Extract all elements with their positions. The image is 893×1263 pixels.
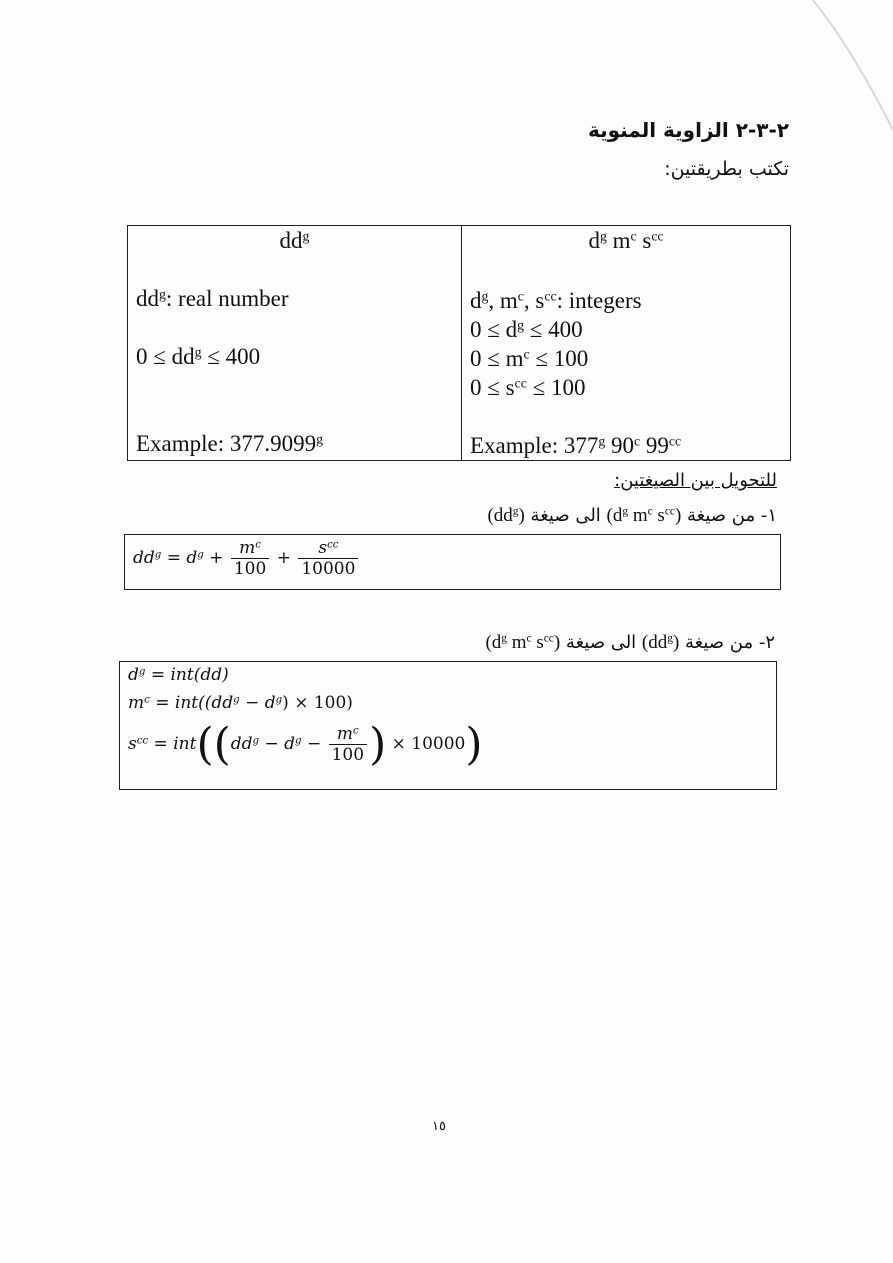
formula1-box [124, 534, 781, 590]
formula2-fraction: $\frac{m^c}{100}$ [329, 724, 367, 765]
dms-range-degrees: $0 \le d^g \le 400$ [470, 317, 583, 342]
formula2-box [119, 661, 777, 790]
dms-range-minutes: $0 \le m^c \le 100$ [470, 346, 589, 371]
dms-format-header: $d^g$ $m^c$ $s^{cc}$ [588, 228, 664, 253]
formula1-fraction-seconds: $\frac{s^{cc}}{10000}$ [298, 538, 358, 579]
dms-range-seconds: $0 \le s^{cc} \le 100$ [470, 375, 586, 400]
decimal-format-header: $dd^g$ [279, 228, 310, 253]
method2-heading: ٢- من صيغة $(dd^g)$ الى صيغة ($d^g$ $m^c$ $s^{cc}$) [485, 632, 775, 653]
conversion-title: للتحويل بين الصيغتين: [614, 470, 777, 491]
dms-type-line: $d^g$, $m^c$, $s^{cc}$: integers [470, 288, 642, 313]
scan-edge-mark [773, 0, 893, 140]
open-paren-outer: ( [196, 718, 214, 770]
format-comparison-table [127, 225, 791, 461]
decimal-format-cell [128, 226, 462, 461]
formula2-line2: $m^c = int((dd^g - d^g) \times 100)$ [128, 693, 353, 713]
decimal-example-line: Example: 377.9099$^g$ [136, 431, 324, 456]
formula2-line3: $s^{cc} = int((dd^g - d^g$ − $\frac{m^c}{100}$ ) × 10000) [128, 718, 483, 770]
decimal-type-line: $dd^g$: real number [136, 286, 289, 311]
method1-heading: ١- من صيغة ($d^g$ $m^c$ $s^{cc}$) الى صيغة $(dd^g)$ [487, 505, 777, 526]
close-paren-outer: ) [465, 718, 483, 770]
dms-format-cell [462, 226, 791, 461]
formula1-fraction-minutes: $\frac{m^c}{100}$ [231, 538, 269, 579]
section-heading: ٢-٣-٢ الزاوية المنوية [587, 118, 789, 142]
section-subtitle: تكتب بطريقتين: [664, 158, 789, 180]
dms-example-line: Example: 377$^g$ 90$^c$ $99^{cc}$ [470, 433, 682, 458]
formula1: $dd^g = d^g$ + $\frac{m^c}{100}$ + $\frac{s^{cc}}{10000}$ [133, 538, 360, 579]
page-number: ١٥ [432, 1118, 446, 1133]
open-paren-inner: ( [213, 718, 231, 770]
decimal-range-line: $0 \le dd^g \le 400$ [136, 344, 261, 369]
formula2-line1: $d^g = int(dd)$ [128, 665, 229, 685]
close-paren-inner: ) [369, 718, 387, 770]
